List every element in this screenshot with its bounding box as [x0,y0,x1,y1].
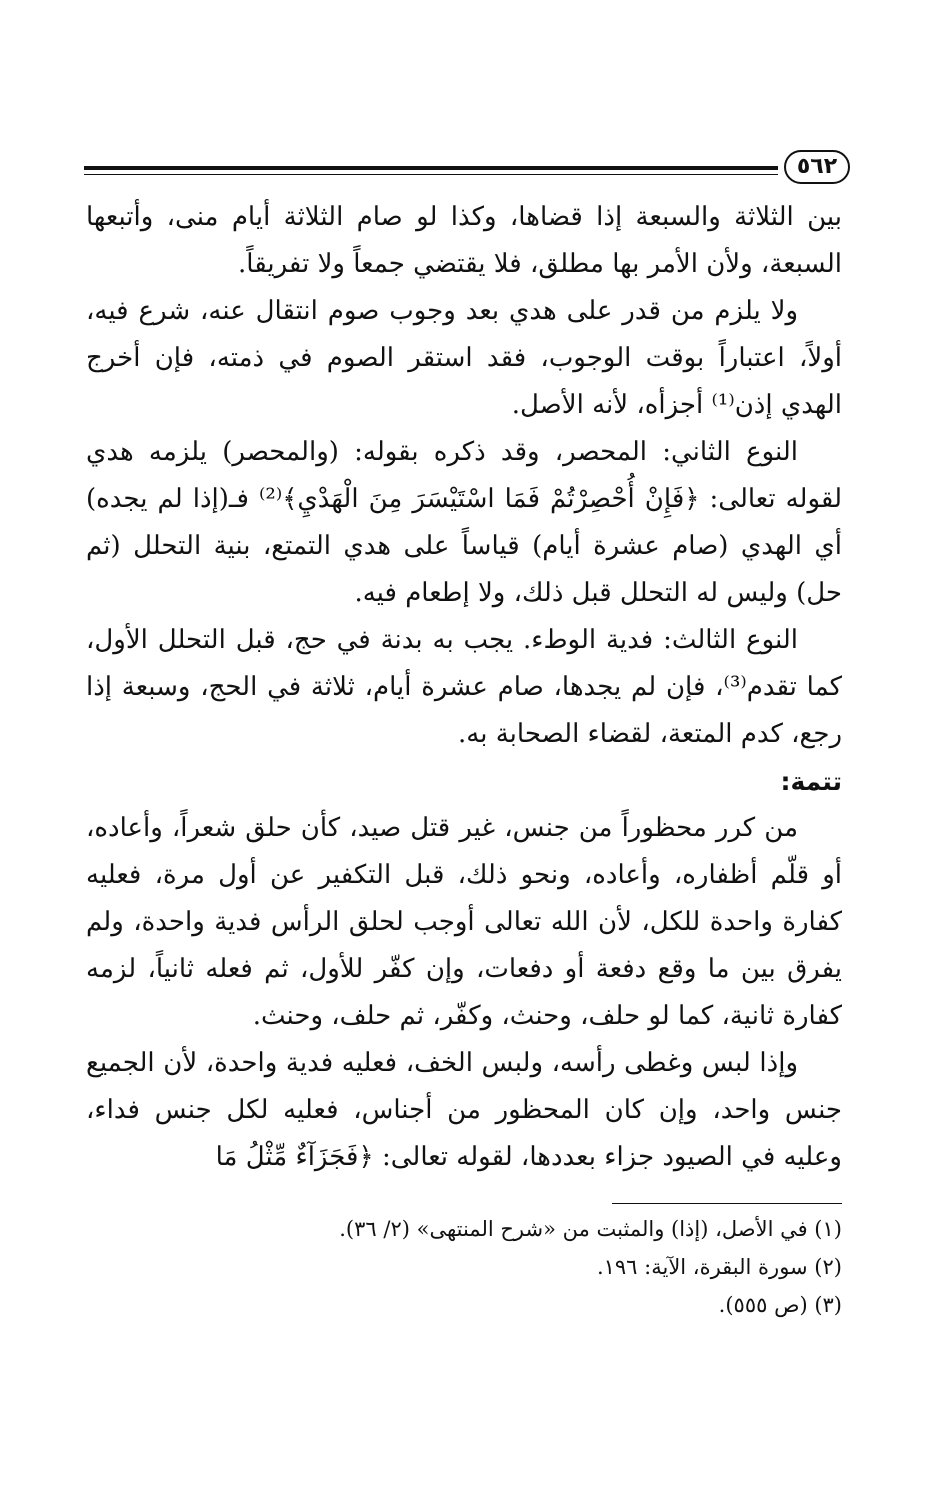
paragraph: النوع الثاني: المحصر، وقد ذكره بقوله: (والمحصر) يلزمه هدي لقوله تعالى: ﴿فَإِنْ أُحْصِرْتُمْ فَمَا اسْتَيْسَرَ مِنَ الْهَدْيِ﴾⁽²⁾ فـ(إذا لم يجده) أي الهدي (صام عشرة أيام) قياساً على هدي التمتع، بنية التحلل (ثم حل) وليس له التحلل قبل ذلك، ولا إطعام فيه. [86,437,842,608]
header-rule [84,166,778,170]
page-number: ٥٦٢ [784,150,850,184]
paragraph: النوع الثالث: فدية الوطء. يجب به بدنة في حج، قبل التحلل الأول، كما تقدم⁽³⁾، فإن لم يجدها، صام عشرة أيام، ثلاثة في الحج، وسبعة إذا رجع، كدم المتعة، لقضاء الصحابة به. [86,625,842,749]
footnotes [162,1210,842,1324]
main-text [86,194,842,1181]
header-rule-thin [84,174,778,175]
paragraph: من كرر محظوراً من جنس، غير قتل صيد، كأن حلق شعراً، وأعاده، أو قلّم أظفاره، وأعاده، ونحو ذلك، قبل التكفير عن أول مرة، فعليه كفارة واحدة للكل، لأن الله تعالى أوجب لحلق الرأس فدية واحدة، ولم يفرق بين ما وقع دفعة أو دفعات، وإن كفّر للأول، ثم فعله ثانياً، لزمه كفارة ثانية، كما لو حلف، وحنث، وكفّر، ثم حلف، وحنث. [86,813,842,1031]
footnote: (٣) (ص ٥٥٥). [718,1293,842,1317]
footnote-separator [612,1203,842,1204]
footnote: (١) في الأصل، (إذا) والمثبت من «شرح المنتهى» (٢/ ٣٦). [339,1217,842,1241]
paragraph: وإذا لبس وغطى رأسه، ولبس الخف، فعليه فدية واحدة، لأن الجميع جنس واحد، وإن كان المحظور من أجناس، فعليه لكل جنس فداء، وعليه في الصيود جزاء بعددها، لقوله تعالى: ﴿فَجَزَآءٌ مِّثْلُ مَا [86,1048,842,1172]
footnote: (٢) سورة البقرة، الآية: ١٩٦. [596,1255,842,1279]
page-header [84,146,850,186]
paragraph: ولا يلزم من قدر على هدي بعد وجوب صوم انتقال عنه، شرع فيه، أولاً، اعتباراً بوقت الوجوب، فقد استقر الصوم في ذمته، فإن أخرج الهدي إذن⁽¹⁾ أجزأه، لأنه الأصل. [86,296,842,420]
paragraph: بين الثلاثة والسبعة إذا قضاها، وكذا لو صام الثلاثة أيام منى، وأتبعها السبعة، ولأن الأمر بها مطلق، فلا يقتضي جمعاً ولا تفريقاً. [86,202,842,279]
section-heading: تتمة: [780,767,842,796]
